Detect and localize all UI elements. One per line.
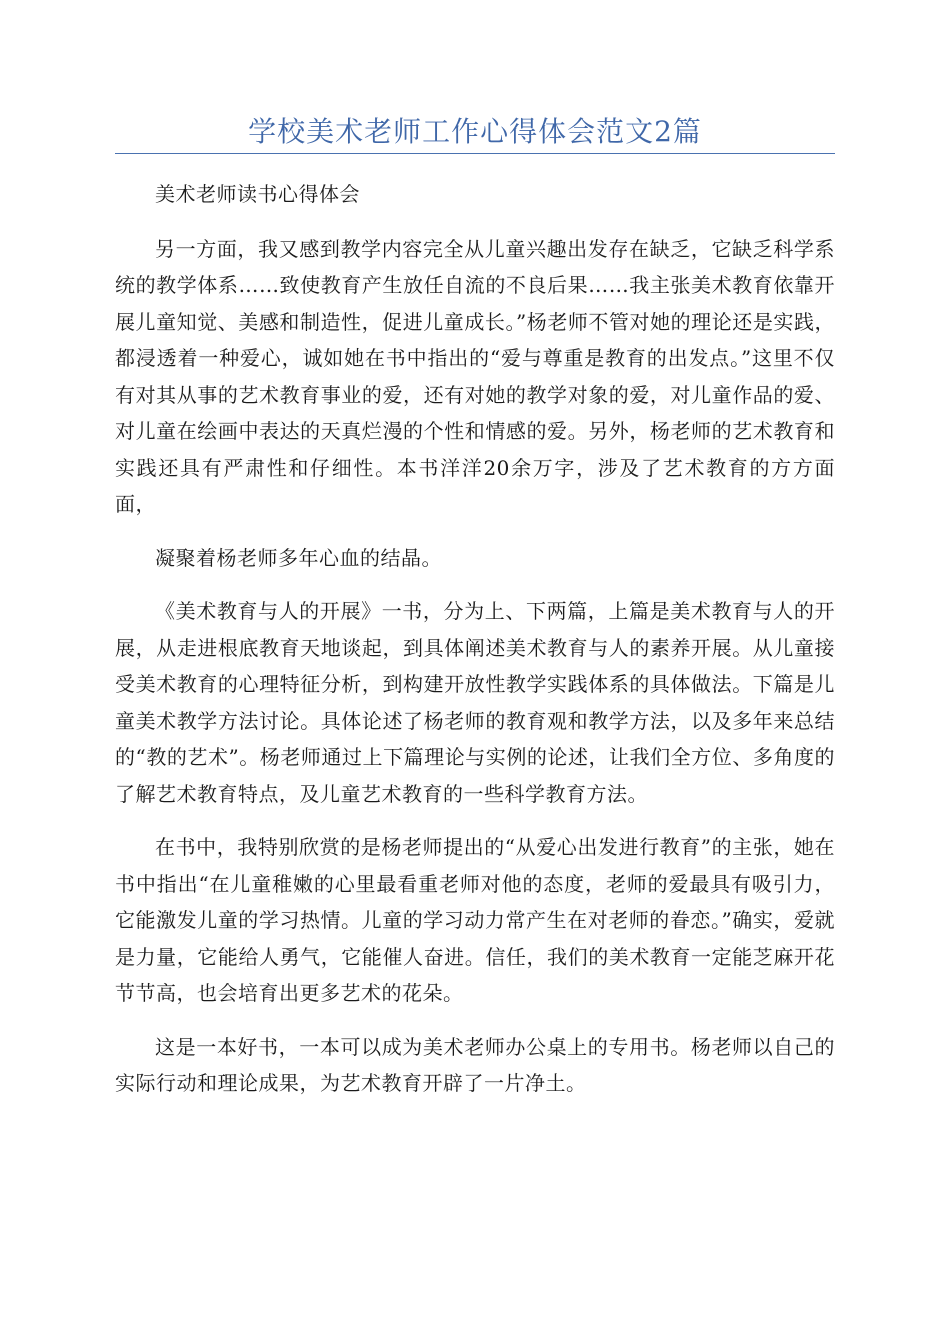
section-heading: 美术老师读书心得体会 (155, 182, 360, 206)
document-title: 学校美术老师工作心得体会范文2篇 (248, 115, 702, 148)
paragraph: 《美术教育与人的开展》一书，分为上、下两篇，上篇是美术教育与人的开展，从走进根底教育天地谈起，到具体阐述美术教育与人的素养开展。从儿童接受美术教育的心理特征分析，到构建开放性教学实践体系的具体做法。下篇是儿童美术教学方法讨论。具体论述了杨老师的教育观和教学方法，以及多年来总结的“教的艺术”。杨老师通过上下篇理论与实例的论述，让我们全方位、多角度的了解艺术教育特点，及儿童艺术教育的一些科学教育方法。 (115, 599, 835, 806)
paragraph: 这是一本好书，一本可以成为美术老师办公桌上的专用书。杨老师以自己的实际行动和理论成果，为艺术教育开辟了一片净土。 (115, 1034, 835, 1095)
paragraph: 凝聚着杨老师多年心血的结晶。 (155, 545, 442, 570)
paragraph: 另一方面，我又感到教学内容完全从儿童兴趣出发存在缺乏，它缺乏科学系统的教学体系……致使教育产生放任自流的不良后果……我主张美术教育依靠开展儿童知觉、美感和制造性，促进儿童成长。”杨老师不管对她的理论还是实践，都浸透着一种爱心，诚如她在书中指出的“爱与尊重是教育的出发点。”这里不仅有对其从事的艺术教育事业的爱，还有对她的教学对象的爱，对儿童作品的爱、对儿童在绘画中表达的天真烂漫的个性和情感的爱。另外，杨老师的艺术教育和实践还具有严肃性和仔细性。本书洋洋20余万字，涉及了艺术教育的方方面面， (115, 236, 835, 516)
paragraph: 在书中，我特别欣赏的是杨老师提出的“从爱心出发进行教育”的主张，她在书中指出“在儿童稚嫩的心里最看重老师对他的态度，老师的爱最具有吸引力，它能激发儿童的学习热情。儿童的学习动力常产生在对老师的眷恋。”确实，爱就是力量，它能给人勇气，它能催人奋进。信任，我们的美术教育一定能芝麻开花节节高，也会培育出更多艺术的花朵。 (115, 835, 835, 1005)
document-body (115, 176, 835, 1119)
title-underline (115, 153, 835, 154)
